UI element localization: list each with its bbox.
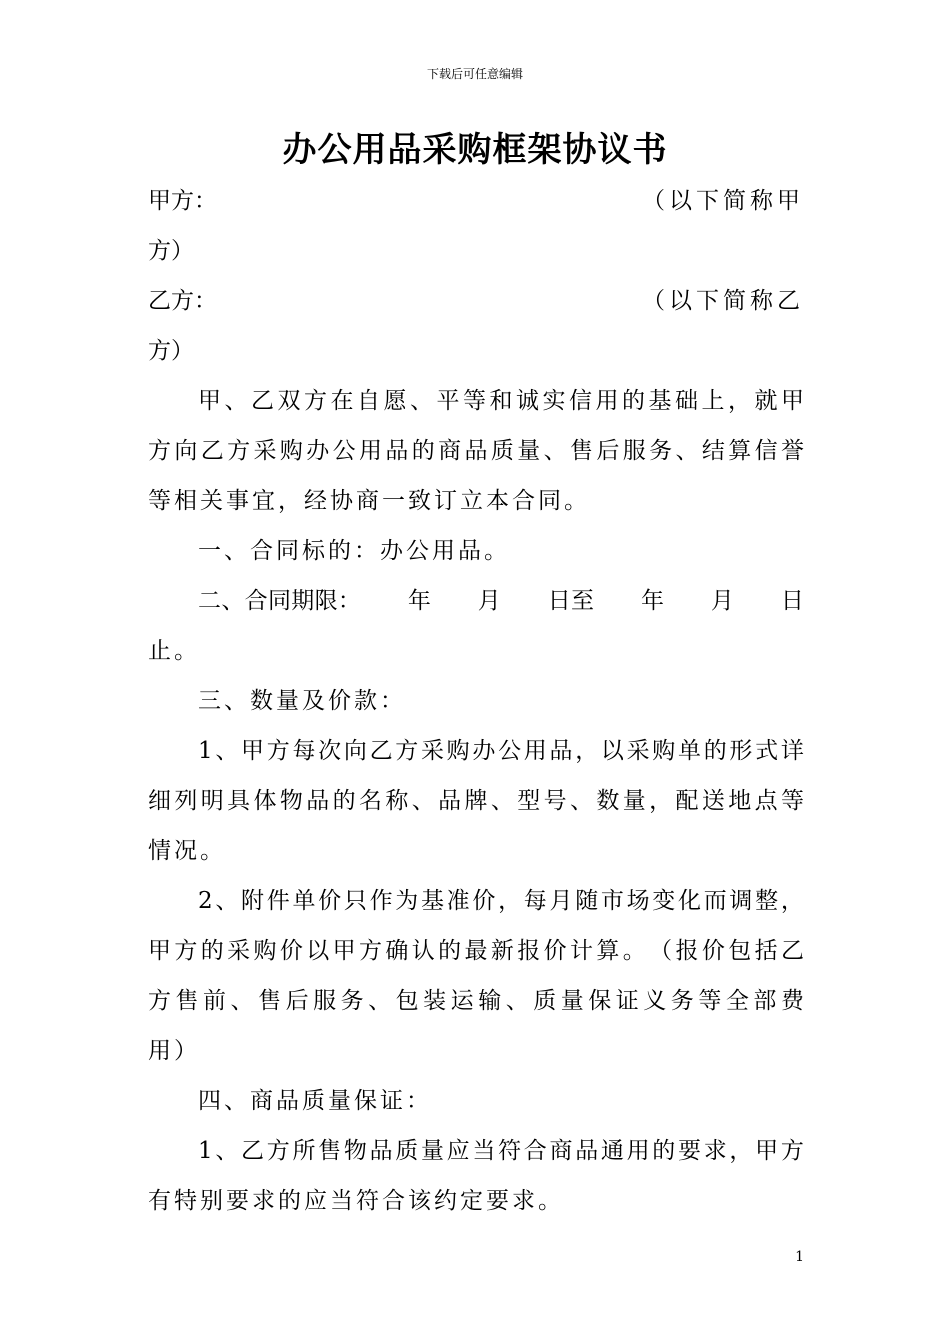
- contract-paragraphs: [148, 376, 804, 1226]
- party-b-suffix: （以下简称乙: [642, 288, 804, 314]
- text-line: 细 列 明 具 体 物 品 的 名 称 、 品 牌 、 型 号 、 数 量 ， 配 送 地 点 等: [148, 788, 804, 814]
- text-line: 1 、 乙 方 所 售 物 品 质 量 应 当 符 合 商 品 通 用 的 要 求 ， 甲 方: [198, 1138, 804, 1164]
- text-line: 一、合同标的：办公用品。: [198, 538, 510, 564]
- text-line: 甲 、 乙 双 方 在 自 愿 、 平 等 和 诚 实 信 用 的 基 础 上 ， 就 甲: [198, 388, 804, 414]
- party-b-line: [148, 276, 804, 326]
- document-body: [148, 176, 804, 1226]
- party-a-label: 甲方：: [148, 188, 217, 214]
- text-line: 2 、 附 件 单 价 只 作 为 基 准 价 ， 每 月 随 市 场 变 化 而 调 整 ，: [198, 888, 804, 914]
- text-line: 三、数量及价款：: [198, 688, 406, 714]
- text-line: 四、商品质量保证：: [198, 1088, 432, 1114]
- text-line: 情况。: [148, 838, 226, 864]
- document-title: 办公用品采购框架协议书: [282, 130, 668, 170]
- text-line: 方 售 前 、 售 后 服 务 、 包 装 运 输 、 质 量 保 证 义 务 等 全 部 费: [148, 988, 804, 1014]
- party-b-label: 乙方：: [148, 288, 217, 314]
- party-a-end: 方）: [148, 238, 194, 264]
- page-number: 1: [795, 1249, 804, 1265]
- text-line: 二 、 合 同 期 限 ： 年 月 日 至 年 月 日: [198, 588, 804, 614]
- text-line: 方 向 乙 方 采 购 办 公 用 品 的 商 品 质 量 、 售 后 服 务 、 结 算 信 誉: [148, 438, 804, 464]
- text-line: 1 、 甲 方 每 次 向 乙 方 采 购 办 公 用 品 ， 以 采 购 单 的 形 式 详: [198, 738, 804, 764]
- text-line: 止。: [148, 638, 200, 664]
- party-b-end: 方）: [148, 338, 194, 364]
- header-note: 下载后可任意编辑: [426, 67, 523, 81]
- text-line: 用）: [148, 1038, 200, 1064]
- party-a-line: [148, 176, 804, 226]
- text-line: 有特别要求的应当符合该约定要求。: [148, 1188, 564, 1214]
- party-a-suffix: （以下简称甲: [642, 188, 804, 214]
- text-line: 甲 方 的 采 购 价 以 甲 方 确 认 的 最 新 报 价 计 算 。 （ 报 价 包 括 乙: [148, 938, 804, 964]
- text-line: 等相关事宜，经协商一致订立本合同。: [148, 488, 590, 514]
